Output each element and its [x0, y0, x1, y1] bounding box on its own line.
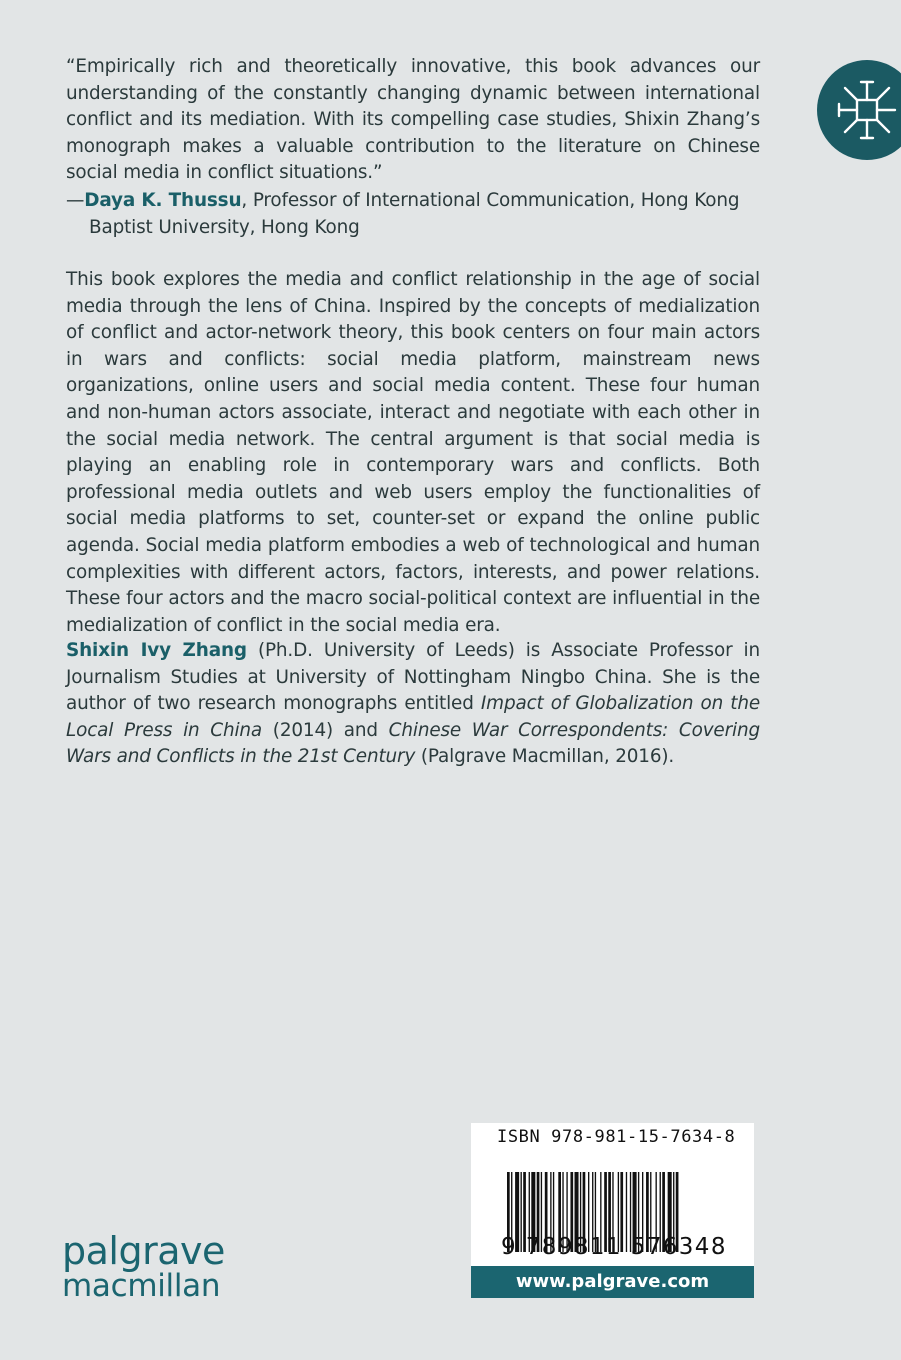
bio-text-3: (Palgrave Macmillan, 2016).	[415, 746, 675, 768]
bio-book-title-2: Chinese War Correspondents: Covering Wars and Conflicts in the 21st Century	[66, 719, 760, 768]
endorser-affiliation: , Professor of International Communication, Hong Kong	[241, 190, 740, 211]
attribution-dash: —	[66, 190, 85, 211]
endorser-name: Daya K. Thussu	[84, 190, 242, 211]
author-bio	[66, 638, 760, 771]
isbn-label: ISBN 978-981-15-7634-8	[497, 1127, 736, 1147]
bio-book-title-1: Impact of Globalization on the Local Press in China	[66, 693, 760, 741]
book-description: This book explores the media and conflict relationship in the age of social media through the lens of China. Inspired by the concepts of medialization of conflict and actor-network theory, this book centers on four main actors in wars and conflicts: social media platform, mainstream news organizations, online users and social media content. These four human and non-human actors associate, interact and negotiate with each other in the social media network. The central argument is that social media is playing an enabling role in contemporary wars and conflicts. Both professional media outlets and web users employ the functionalities of social media platforms to set, counter-set or expand the online public agenda. Social media platform embodies a web of technological and human complexities with different actors, factors, interests, and power relations. These four actors and the macro social-political context are influential in the medialization of conflict in the social media era.	[66, 269, 760, 636]
series-badge	[817, 60, 901, 160]
bio-text-2: (2014) and	[262, 719, 389, 741]
author-name: Shixin Ivy Zhang	[66, 640, 247, 661]
endorsement-attribution	[66, 187, 766, 241]
publisher-url: www.palgrave.com	[471, 1266, 754, 1298]
barcode-digits: 9 789811 576348	[501, 1234, 727, 1260]
publisher-logo	[62, 1229, 225, 1304]
isbn-barcode-box	[471, 1123, 754, 1298]
bio-text-1: (Ph.D. University of Leeds) is Associate Professor in Journalism Studies at University of Nottingham Ningbo China. She is the author of two research monographs entitled	[66, 640, 760, 715]
endorsement-quote: “Empirically rich and theoretically innovative, this book advances our understanding of the constantly changing dynamic between international conflict and its mediation. With its compelling case studies, Shixin Zhang’s monograph makes a valuable contribution to the literature on Chinese social media in conflict situations.”	[66, 56, 760, 184]
endorser-affiliation-cont: Baptist University, Hong Kong	[89, 217, 360, 238]
network-node-icon	[835, 78, 899, 142]
logo-line-1: palgrave	[62, 1229, 225, 1273]
logo-line-2: macmillan	[62, 1268, 221, 1304]
